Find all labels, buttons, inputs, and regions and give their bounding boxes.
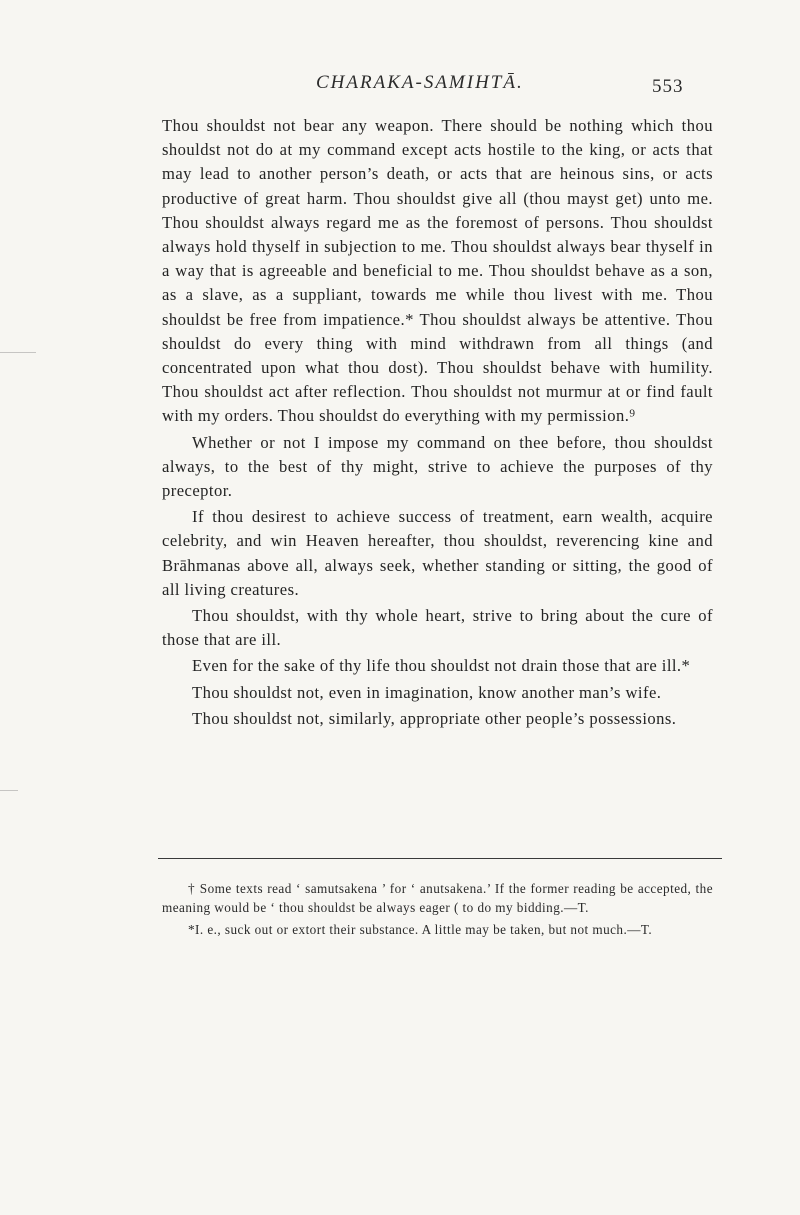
page-number: 553 bbox=[652, 76, 684, 97]
paragraph: Whether or not I impose my command on thee before, thou shouldst always, to the best of thy might, strive to achieve the purposes of thy preceptor. bbox=[162, 432, 713, 501]
footnotes bbox=[162, 880, 713, 940]
scan-mark bbox=[0, 790, 18, 791]
running-head: CHARAKA-SAMIHTĀ. bbox=[316, 72, 524, 93]
paragraph: Thou shouldst not, similarly, appropriate other people’s possessions. bbox=[192, 708, 677, 728]
footnote: † Some texts read ‘ samutsakena ’ for ‘ anutsakena.’ If the former reading be accepted, the meaning would be ‘ thou shouldst be always eager ( to do my bidding.—T. bbox=[162, 881, 713, 915]
scan-mark bbox=[0, 352, 36, 353]
paragraph: Thou shouldst, with thy whole heart, strive to bring about the cure of those that are ill. bbox=[162, 606, 713, 650]
paragraph: Thou shouldst not bear any weapon. There should be nothing which thou shouldst not do at my command except acts hostile to the king, or acts that may lead to another person’s death, or acts that are heinous sins, or acts productive of great harm. Thou shouldst give all (thou mayst get) unto me. Thou shouldst always regard me as the foremost of persons. Thou shouldst always hold thyself in subjection to me. Thou shouldst always bear thyself in a way that is agreeable and beneficial to me. Thou shouldst behave as a son, as a slave, as a suppliant, towards me while thou livest with me. Thou shouldst be free from impatience.* Thou shouldst always be attentive. Thou shouldst do every thing with mind withdrawn from all things (and concentrated upon what thou dost). Thou shouldst behave with humility. Thou shouldst act after reflection. Thou shouldst not murmur at or find fault with my orders. Thou shouldst do everything with my permission.⁹ bbox=[162, 116, 713, 426]
main-text bbox=[162, 114, 713, 731]
footnote: *I. e., suck out or extort their substance. A little may be taken, but not much.—T. bbox=[188, 922, 653, 937]
paragraph: If thou desirest to achieve success of treatment, earn wealth, acquire celebrity, and win Heaven hereafter, thou shouldst, reverencing kine and Brāhmanas above all, always seek, whether standing or sitting, the good of all living creatures. bbox=[162, 507, 713, 599]
paragraph: Even for the sake of thy life thou shouldst not drain those that are ill.* bbox=[192, 656, 691, 676]
paragraph: Thou shouldst not, even in imagination, know another man’s wife. bbox=[192, 682, 662, 702]
footnote-divider bbox=[158, 858, 722, 859]
